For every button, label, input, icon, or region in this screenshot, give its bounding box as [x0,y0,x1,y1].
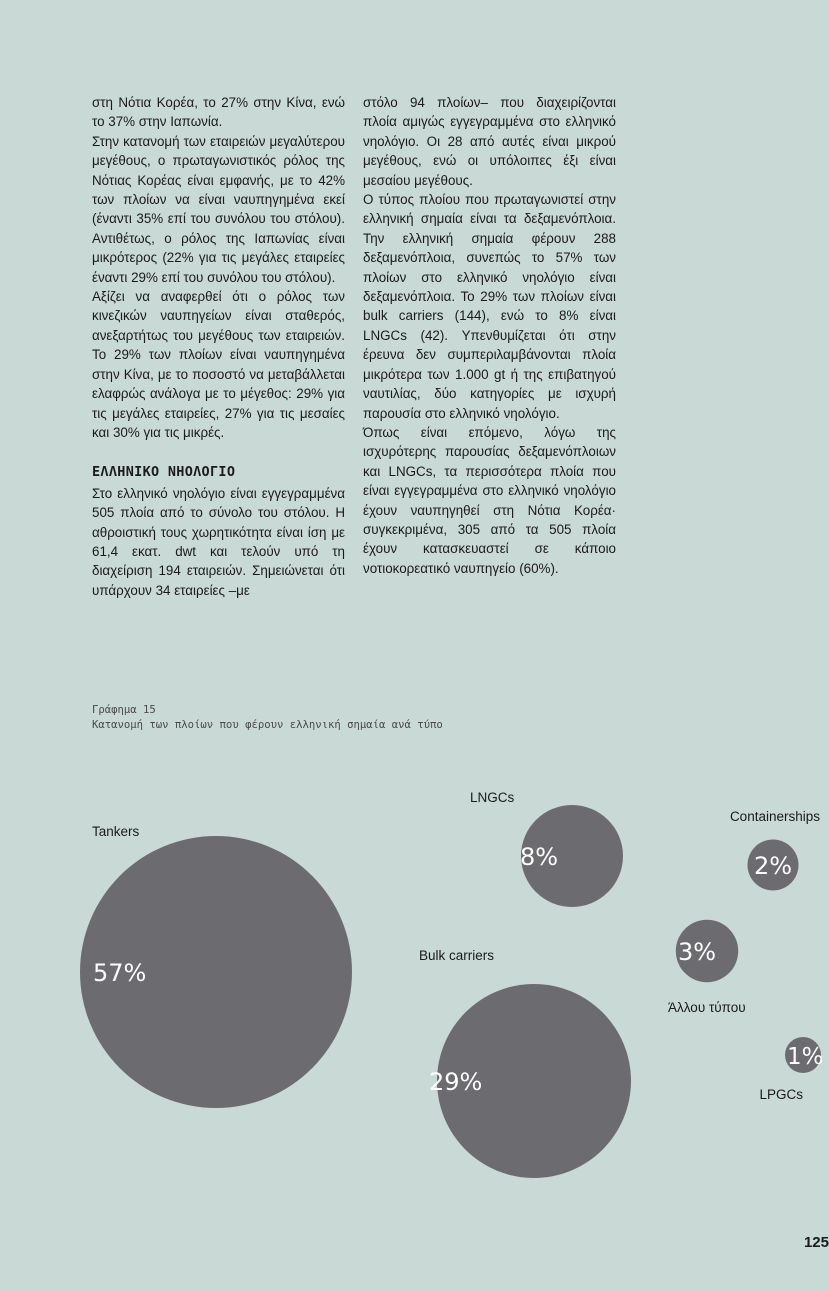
paragraph: στη Νότια Κορέα, το 27% στην Κίνα, ενώ το 37% στην Ιαπωνία. [92,95,345,130]
paragraph: Όπως είναι επόμενο, λόγω της ισχυρότερης παρουσίας δεξαμενόπλοιων και LNGCs, τα περισσότερα πλοία που είναι εγγεγραμμένα στο ελληνικό νηολόγιο έχουν ναυπηγηθεί στη Νότια Κορέα· συγκεκριμένα, 305 από τα 505 πλοία έχουν κατασκευαστεί σε κάποιο νοτιοκορεατικό ναυπηγείο (60%). [363,424,616,576]
section-heading: ΕΛΛΗΝΙΚΟ ΝΗΟΛΟΓΙΟ [92,464,236,481]
bubble-value-label: 3% [678,938,717,966]
bubble-value-label: 57% [93,959,147,987]
bubble-category-label: LNGCs [470,790,515,805]
bubble-category-label: LPGCs [759,1087,803,1102]
bubble-value-label: 29% [429,1068,483,1096]
page-number: 125 [803,1234,829,1251]
bubble-category-label: Containerships [729,809,820,824]
paragraph: Στην κατανομή των εταιρειών μεγαλύτερου μεγέθους, ο πρωταγωνιστικός ρόλος της Νότιας Κορέας είναι εμφανής, με το 42% των πλοίων να είναι ναυπηγημένα εκεί (έναντι 35% επί του συνόλου του στόλου). Αντιθέτως, ο ρόλος της Ιαπωνίας είναι μικρότερος (22% για τις μεγάλες εταιρείες έναντι 29% επί του συνόλου του στόλου). [92,133,345,285]
bubble-category-label: Άλλου τύπου [668,1000,746,1015]
bubble-category-label: Tankers [92,824,140,839]
paragraph: Αξίζει να αναφερθεί ότι ο ρόλος των κινεζικών ναυπηγείων είναι σταθερός, ανεξαρτήτως του μεγέθους των εταιρειών. Το 29% των πλοίων είναι ναυπηγημένα στην Κίνα, με το ποσοστό να μεταβάλλεται ελαφρώς ανάλογα με το μέγεθος: 29% για τις μεγάλες εταιρείες, 27% για τις μεσαίες και 30% για τις μικρές. [92,289,345,440]
bubble-value-label: 2% [754,852,793,880]
paragraph: Στο ελληνικό νηολόγιο είναι εγγεγραμμένα 505 πλοία από το σύνολο του στόλου. Η αθροιστική τους χωρητικότητα είναι ίση με 61,4 εκατ. dwt και τελούν υπό τη διαχείριση 194 εταιρειών. Σημειώνεται ότι υπάρχουν 34 εταιρείες –με [92,485,345,598]
paragraph: Ο τύπος πλοίου που πρωταγωνιστεί στην ελληνική σημαία είναι τα δεξαμενόπλοια. Την ελληνική σημαία φέρουν 288 δεξαμενόπλοια, συνεπώς το 57% των πλοίων στο ελληνικό νηολόγιο είναι δεξαμενόπλοια. Το 29% των πλοίων είναι bulk carriers (144), ενώ το 8% είναι LNGCs (42). Υπενθυμίζεται ότι στην έρευνα δεν συμπεριλαμβάνονται πλοία μικρότερα των 1.000 gt ή της επιβατηγού ναυτιλίας, δύο κατηγορίες με ισχυρή παρουσία στο ελληνικό νηολόγιο. [363,192,616,421]
figure-number: Γράφημα 15 [92,704,156,716]
paragraph: στόλο 94 πλοίων– που διαχειρίζονται πλοία αμιγώς εγγεγραμμένα στο ελληνικό νηολόγιο. Οι 28 από αυτές είναι μικρού μεγέθους, ενώ οι υπόλοιπες έξι είναι μεσαίου μεγέθους. [363,95,616,188]
bubble-category-label: Bulk carriers [419,948,495,963]
bubble-value-label: 8% [520,843,559,871]
bubble-value-label: 1% [787,1044,824,1070]
figure-title: Κατανομή των πλοίων που φέρουν ελληνική σημαία ανά τύπο [92,718,443,731]
